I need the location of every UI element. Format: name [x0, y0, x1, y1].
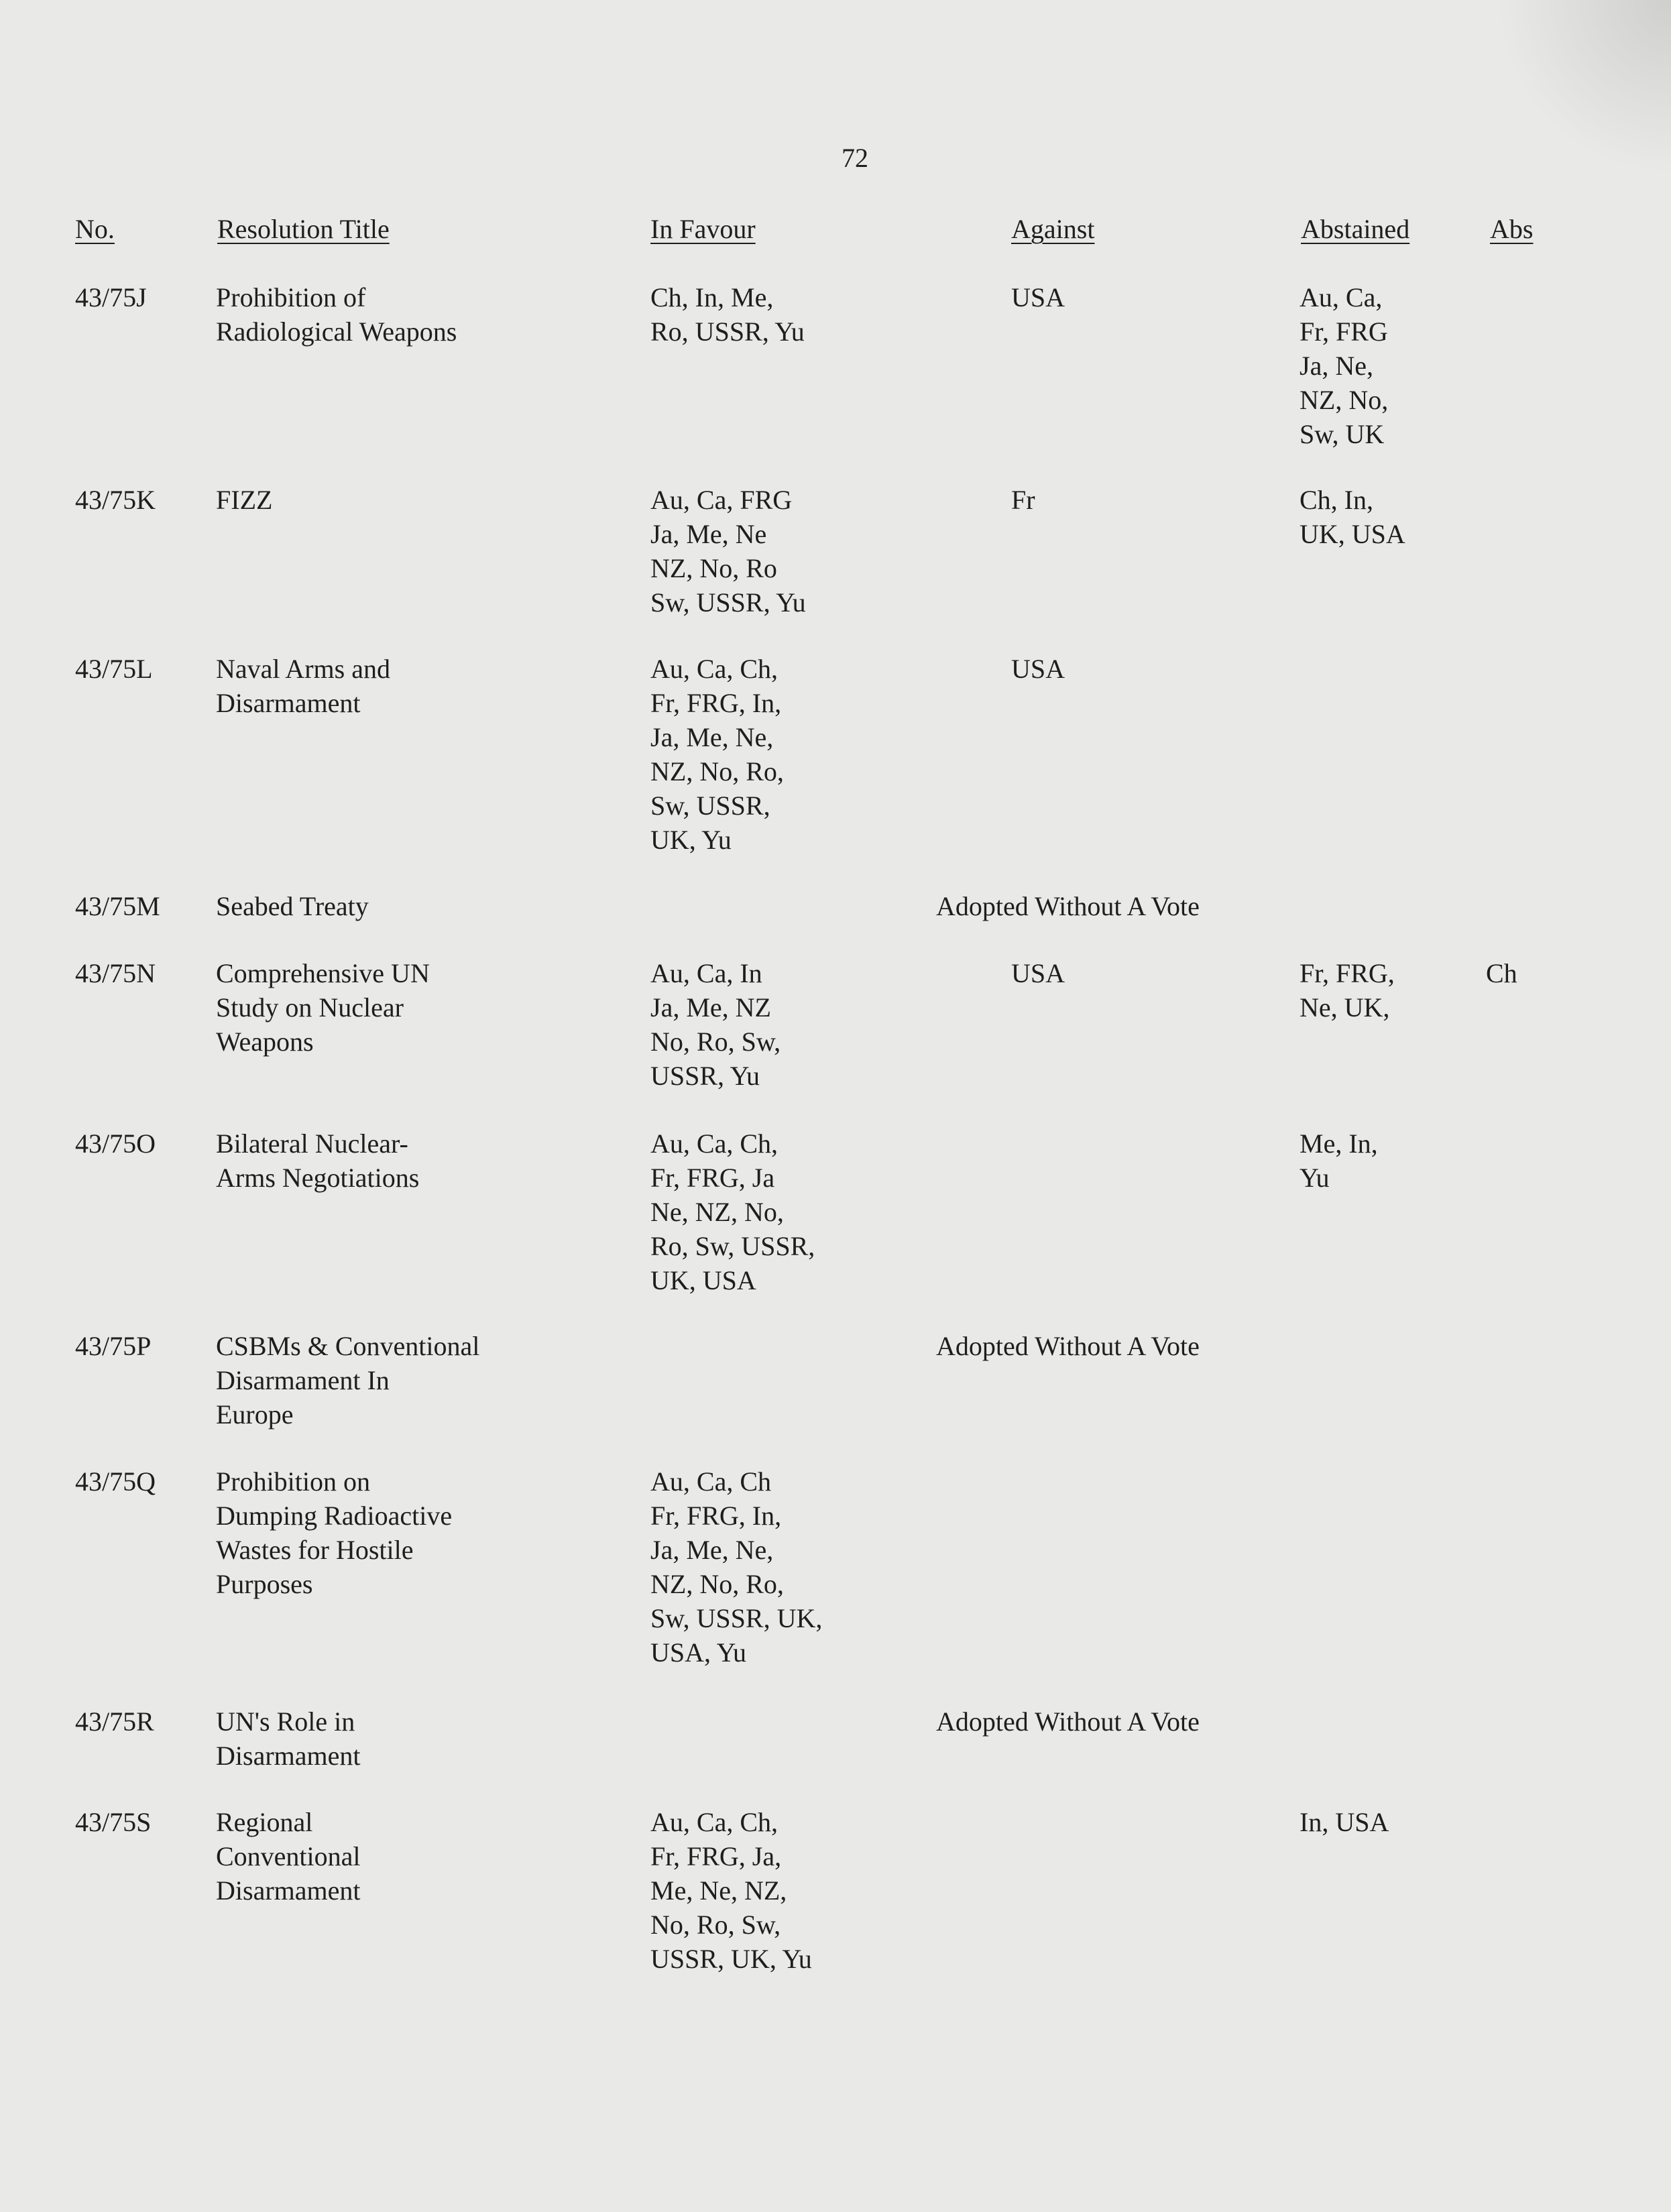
- in-favour-list-line: Au, Ca, FRG: [650, 485, 793, 515]
- against-list: [1011, 280, 1065, 314]
- resolution-title: [216, 889, 369, 923]
- in-favour-list: [650, 1805, 812, 1976]
- in-favour-list: [650, 1464, 822, 1670]
- in-favour-list: [650, 1126, 815, 1297]
- resolution-title-line: Prohibition on: [216, 1466, 371, 1497]
- resolution-title-line: Bilateral Nuclear-: [216, 1128, 408, 1159]
- resolution-number: [75, 889, 160, 923]
- resolution-number: [75, 1329, 151, 1363]
- abstained-list-line: In, USA: [1300, 1807, 1389, 1837]
- abstained-list: [1300, 1805, 1389, 1839]
- in-favour-list-line: USSR, Yu: [650, 1061, 760, 1091]
- in-favour-list-line: Fr, FRG, In,: [650, 688, 782, 718]
- column-header-against: Against: [1011, 214, 1095, 244]
- abstained-list-line: Yu: [1300, 1163, 1330, 1193]
- abstained-list: [1300, 483, 1405, 551]
- adopted-without-vote-note: [936, 1329, 1200, 1363]
- in-favour-list-line: USA, Yu: [650, 1637, 746, 1668]
- resolution-title-line: Naval Arms and: [216, 654, 390, 684]
- resolution-title-line: Disarmament In: [216, 1365, 390, 1395]
- resolution-title: [216, 1464, 452, 1601]
- resolution-title: [216, 483, 272, 517]
- abstained-list-line: Au, Ca,: [1300, 282, 1383, 312]
- abs-list: [1486, 956, 1517, 990]
- abstained-list-line: Ja, Ne,: [1300, 351, 1373, 381]
- in-favour-list-line: Ja, Me, NZ: [650, 992, 771, 1023]
- resolution-number-line: 43/75N: [75, 958, 156, 988]
- in-favour-list-line: Ja, Me, Ne,: [650, 1535, 774, 1565]
- resolution-title: [216, 956, 430, 1059]
- in-favour-list: [650, 956, 781, 1093]
- against-list-line: USA: [1011, 282, 1065, 312]
- resolution-title-line: Europe: [216, 1399, 294, 1430]
- in-favour-list-line: Au, Ca, Ch,: [650, 654, 778, 684]
- against-list-line: USA: [1011, 654, 1065, 684]
- adopted-without-vote-note-line: Adopted Without A Vote: [936, 1331, 1200, 1361]
- resolution-number-line: 43/75L: [75, 654, 153, 684]
- resolution-number-line: 43/75K: [75, 485, 156, 515]
- resolution-number: [75, 1464, 156, 1499]
- against-list: [1011, 956, 1065, 990]
- in-favour-list-line: NZ, No, Ro,: [650, 756, 784, 787]
- resolution-title-line: CSBMs & Conventional: [216, 1331, 480, 1361]
- resolution-title-line: Comprehensive UN: [216, 958, 430, 988]
- abstained-list-line: Fr, FRG: [1300, 316, 1388, 347]
- in-favour-list-line: USSR, UK, Yu: [650, 1944, 812, 1974]
- abstained-list-line: Ne, UK,: [1300, 992, 1390, 1023]
- in-favour-list-line: Me, Ne, NZ,: [650, 1875, 787, 1906]
- in-favour-list-line: Ro, USSR, Yu: [650, 316, 805, 347]
- resolution-number: [75, 280, 147, 314]
- resolution-title: [216, 280, 457, 349]
- in-favour-list-line: Fr, FRG, Ja: [650, 1163, 775, 1193]
- adopted-without-vote-note: [936, 1704, 1200, 1739]
- in-favour-list-line: Sw, USSR, Yu: [650, 587, 806, 618]
- resolution-title: [216, 1126, 419, 1195]
- abstained-list-line: Ch, In,: [1300, 485, 1373, 515]
- resolution-title-line: FIZZ: [216, 485, 273, 515]
- page-corner-shadow: [1497, 0, 1671, 174]
- in-favour-list-line: Ja, Me, Ne,: [650, 722, 774, 752]
- resolution-number-line: 43/75J: [75, 282, 147, 312]
- in-favour-list-line: No, Ro, Sw,: [650, 1910, 781, 1940]
- column-header-no: No.: [75, 214, 115, 244]
- resolution-number: [75, 1126, 156, 1161]
- resolution-title: [216, 652, 390, 720]
- in-favour-list-line: Fr, FRG, Ja,: [650, 1841, 782, 1871]
- adopted-without-vote-note: [936, 889, 1200, 923]
- resolution-number-line: 43/75Q: [75, 1466, 156, 1497]
- in-favour-list-line: Ne, NZ, No,: [650, 1197, 784, 1227]
- resolution-title-line: Disarmament: [216, 688, 361, 718]
- resolution-number-line: 43/75O: [75, 1128, 156, 1159]
- resolution-title-line: Arms Negotiations: [216, 1163, 420, 1193]
- column-header-resolution-title: Resolution Title: [217, 214, 390, 244]
- column-header-abstained: Abstained: [1301, 214, 1410, 244]
- abstained-list-line: Fr, FRG,: [1300, 958, 1395, 988]
- abstained-list-line: Me, In,: [1300, 1128, 1378, 1159]
- in-favour-list: [650, 280, 805, 349]
- in-favour-list-line: Au, Ca, Ch: [650, 1466, 771, 1497]
- resolution-title-line: Radiological Weapons: [216, 316, 457, 347]
- resolution-title-line: UN's Role in: [216, 1706, 355, 1737]
- resolution-number: [75, 1704, 154, 1739]
- resolution-title: [216, 1329, 479, 1432]
- in-favour-list-line: UK, Yu: [650, 825, 732, 855]
- in-favour-list-line: Sw, USSR, UK,: [650, 1603, 823, 1633]
- in-favour-list-line: Ro, Sw, USSR,: [650, 1231, 815, 1261]
- against-list-line: USA: [1011, 958, 1065, 988]
- page-number: 72: [842, 143, 868, 173]
- in-favour-list: [650, 483, 806, 620]
- in-favour-list-line: No, Ro, Sw,: [650, 1027, 781, 1057]
- against-list: [1011, 652, 1065, 686]
- in-favour-list-line: Au, Ca, Ch,: [650, 1807, 778, 1837]
- resolution-title: [216, 1805, 361, 1908]
- resolution-title-line: Wastes for Hostile: [216, 1535, 414, 1565]
- resolution-number: [75, 956, 156, 990]
- resolution-title-line: Purposes: [216, 1569, 313, 1599]
- against-list-line: Fr: [1011, 485, 1035, 515]
- adopted-without-vote-note-line: Adopted Without A Vote: [936, 1706, 1200, 1737]
- resolution-title-line: Weapons: [216, 1027, 314, 1057]
- against-list: [1011, 483, 1035, 517]
- resolution-title-line: Disarmament: [216, 1875, 361, 1906]
- in-favour-list-line: NZ, No, Ro,: [650, 1569, 784, 1599]
- in-favour-list-line: NZ, No, Ro: [650, 553, 777, 583]
- resolution-title-line: Prohibition of: [216, 282, 366, 312]
- resolution-title-line: Study on Nuclear: [216, 992, 404, 1023]
- in-favour-list-line: UK, USA: [650, 1265, 756, 1295]
- adopted-without-vote-note-line: Adopted Without A Vote: [936, 891, 1200, 921]
- resolution-title-line: Disarmament: [216, 1741, 361, 1771]
- abstained-list-line: NZ, No,: [1300, 385, 1389, 415]
- resolution-number: [75, 483, 156, 517]
- resolution-number-line: 43/75M: [75, 891, 160, 921]
- resolution-number-line: 43/75S: [75, 1807, 152, 1837]
- abstained-list: [1300, 280, 1388, 451]
- in-favour-list-line: Sw, USSR,: [650, 791, 770, 821]
- in-favour-list-line: Au, Ca, In: [650, 958, 762, 988]
- in-favour-list-line: Ja, Me, Ne: [650, 519, 767, 549]
- resolution-title-line: Regional: [216, 1807, 313, 1837]
- abstained-list: [1300, 1126, 1378, 1195]
- in-favour-list-line: Au, Ca, Ch,: [650, 1128, 778, 1159]
- abs-list-line: Ch: [1486, 958, 1517, 988]
- resolution-title-line: Dumping Radioactive: [216, 1501, 453, 1531]
- column-header-abs: Abs: [1490, 214, 1534, 244]
- abstained-list-line: Sw, UK: [1300, 419, 1385, 449]
- resolution-title-line: Seabed Treaty: [216, 891, 369, 921]
- abstained-list-line: UK, USA: [1300, 519, 1405, 549]
- column-header-in-favour: In Favour: [650, 214, 756, 244]
- in-favour-list-line: Fr, FRG, In,: [650, 1501, 782, 1531]
- in-favour-list: [650, 652, 784, 857]
- resolution-number: [75, 652, 153, 686]
- abstained-list: [1300, 956, 1395, 1025]
- in-favour-list-line: Ch, In, Me,: [650, 282, 774, 312]
- resolution-number-line: 43/75R: [75, 1706, 154, 1737]
- resolution-title: [216, 1704, 361, 1773]
- resolution-title-line: Conventional: [216, 1841, 361, 1871]
- resolution-number: [75, 1805, 151, 1839]
- resolution-number-line: 43/75P: [75, 1331, 152, 1361]
